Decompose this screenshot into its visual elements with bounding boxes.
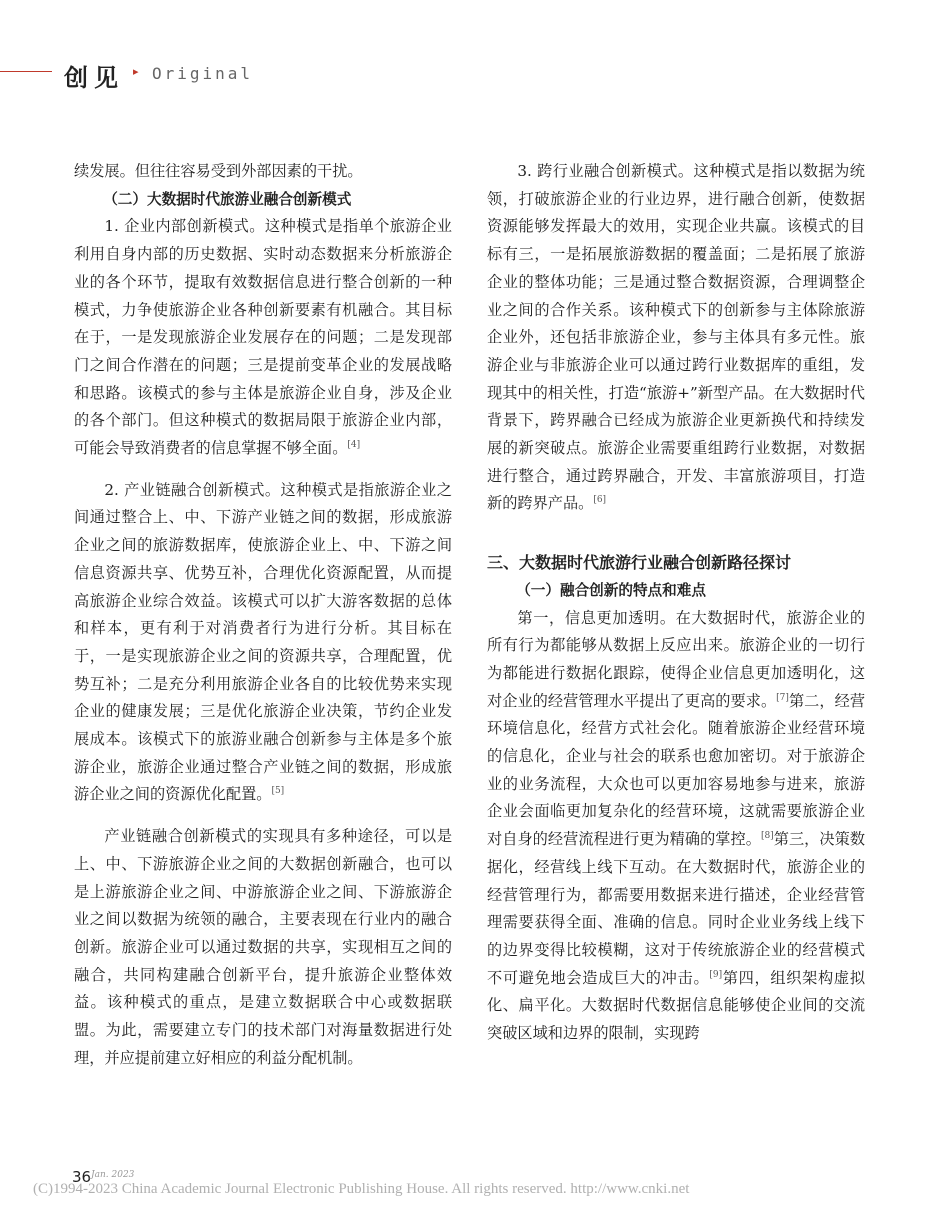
page-number: 36	[72, 1168, 92, 1186]
paragraph-text: 1. 企业内部创新模式。这种模式是指单个旅游企业利用自身内部的历史数据、实时动态数据来分析旅游企业的各个环节，提取有效数据信息进行整合创新的一种模式，力争使旅游企业各种创新要素有机融合。其目标在于，一是发现旅游企业发展存在的问题；二是发现部门之间合作潜在的问题；三是提前变革企业的发展战略和思路。该模式的参与主体是旅游企业自身，涉及企业的各个部门。但这种模式的数据局限于旅游企业内部，可能会导致消费者的信息掌握不够全面。	[74, 217, 452, 458]
subheading-features: （一）融合创新的特点和难点	[516, 581, 706, 599]
paragraph-internal-mode	[74, 213, 452, 462]
paragraph-features	[487, 605, 865, 1048]
citation: [9]	[709, 969, 723, 980]
paragraph-text: 第三，决策数据化，经营线上线下互动。在大数据时代，旅游企业的经营管理行为，都需要用数据来进行描述，企业经营管理需要获得全面、准确的信息。同时企业业务线上线下的边界变得比较模糊，这对于传统旅游企业的经营模式不可避免地会造成巨大的冲击。	[487, 830, 865, 987]
citation: [7]	[776, 692, 789, 703]
paragraph-text: 2. 产业链融合创新模式。这种模式是指旅游企业之间通过整合上、中、下游产业链之间的数据，形成旅游企业之间的旅游数据库，使旅游企业上、中、下游之间信息资源共享、优势互补，合理优化资源配置，从而提高旅游企业综合效益。该模式可以扩大游客数据的总体和样本，更有利于对消费者行为进行分析。其目标在于，一是实现旅游企业之间的资源共享，合理配置，优势互补；二是充分利用旅游企业各自的比较优势来实现企业的健康发展；三是优化旅游企业决策，节约企业发展成本。该模式下的旅游业融合创新参与主体是多个旅游企业，旅游企业通过整合产业链之间的数据，形成旅游企业之间的资源优化配置。	[74, 480, 452, 804]
paragraph-chain-paths: 产业链融合创新模式的实现具有多种途径，可以是上、中、下游旅游企业之间的大数据创新融合，也可以是上游旅游企业之间、中游旅游企业之间、下游旅游企业之间以数据为统领的融合，主要表现在行业内的融合创新。旅游企业可以通过数据的共享，实现相互之间的融合，共同构建融合创新平台，提升旅游企业整体效益。该种模式的重点，是建立数据联合中心或数据联盟。为此，需要建立专门的技术部门对海量数据进行处理，并应提前建立好相应的利益分配机制。	[74, 827, 452, 1067]
subheading-models: （二）大数据时代旅游业融合创新模式	[103, 190, 352, 208]
paragraph-cross-industry-mode	[487, 158, 865, 518]
citation: [5]	[271, 786, 285, 797]
paragraph-text: 第四，组织架构虚拟化、扁平化。大数据时代数据信息能够使企业间的交流突破区域和边界的限制，实现跨	[487, 968, 866, 1043]
section-title: 创见	[64, 64, 124, 92]
citation: [4]	[347, 440, 361, 451]
left-column	[74, 158, 452, 1073]
citation: [8]	[760, 831, 774, 842]
paragraph-chain-mode	[74, 477, 452, 809]
issue-date: Jan. 2023	[91, 1170, 135, 1180]
copyright-watermark: (C)1994-2023 China Academic Journal Electronic Publishing House. All rights reserved. http://www.cnki.net	[33, 1181, 690, 1197]
section-subtitle: Original	[152, 64, 254, 83]
citation: [6]	[593, 495, 607, 506]
right-column	[487, 158, 865, 1048]
paragraph-continued: 续发展。但往往容易受到外部因素的干扰。	[74, 162, 363, 180]
header-rule	[0, 71, 52, 72]
triangle-icon: ▸	[133, 65, 139, 78]
section-heading: 三、大数据时代旅游行业融合创新路径探讨	[487, 553, 792, 573]
paragraph-text: 3. 跨行业融合创新模式。这种模式是指以数据为统领，打破旅游企业的行业边界，进行融合创新，使数据资源能够发挥最大的效用，实现企业共赢。该模式的目标有三，一是拓展旅游数据的覆盖面；二是拓展了旅游企业的整体功能；三是通过整合数据资源，合理调整企业之间的合作关系。该种模式下的创新参与主体除旅游企业外，还包括非旅游企业，参与主体具有多元性。旅游企业与非旅游企业可以通过跨行业数据库的重组，发现其中的相关性，打造“旅游+”新型产品。在大数据时代背景下，跨界融合已经成为旅游企业更新换代和持续发展的新突破点。旅游企业需要重组跨行业数据，对数据进行整合，通过跨界融合，开发、丰富旅游项目，打造新的跨界产品。	[487, 162, 865, 513]
paragraph-text: 第一，信息更加透明。在大数据时代，旅游企业的所有行为都能够从数据上反应出来。旅游企业的一切行为都能进行数据化跟踪，使得企业信息更加透明化，这对企业的经营管理水平提出了更高的要求。	[487, 608, 865, 710]
paragraph-text: 第二，经营环境信息化，经营方式社会化。随着旅游企业经营环境的信息化，企业与社会的联系也愈加密切。对于旅游企业的业务流程，大众也可以更加容易地参与进来，旅游企业会面临更加复杂化的经营环境，这就需要旅游企业对自身的经营流程进行更为精确的掌控。	[487, 691, 865, 849]
